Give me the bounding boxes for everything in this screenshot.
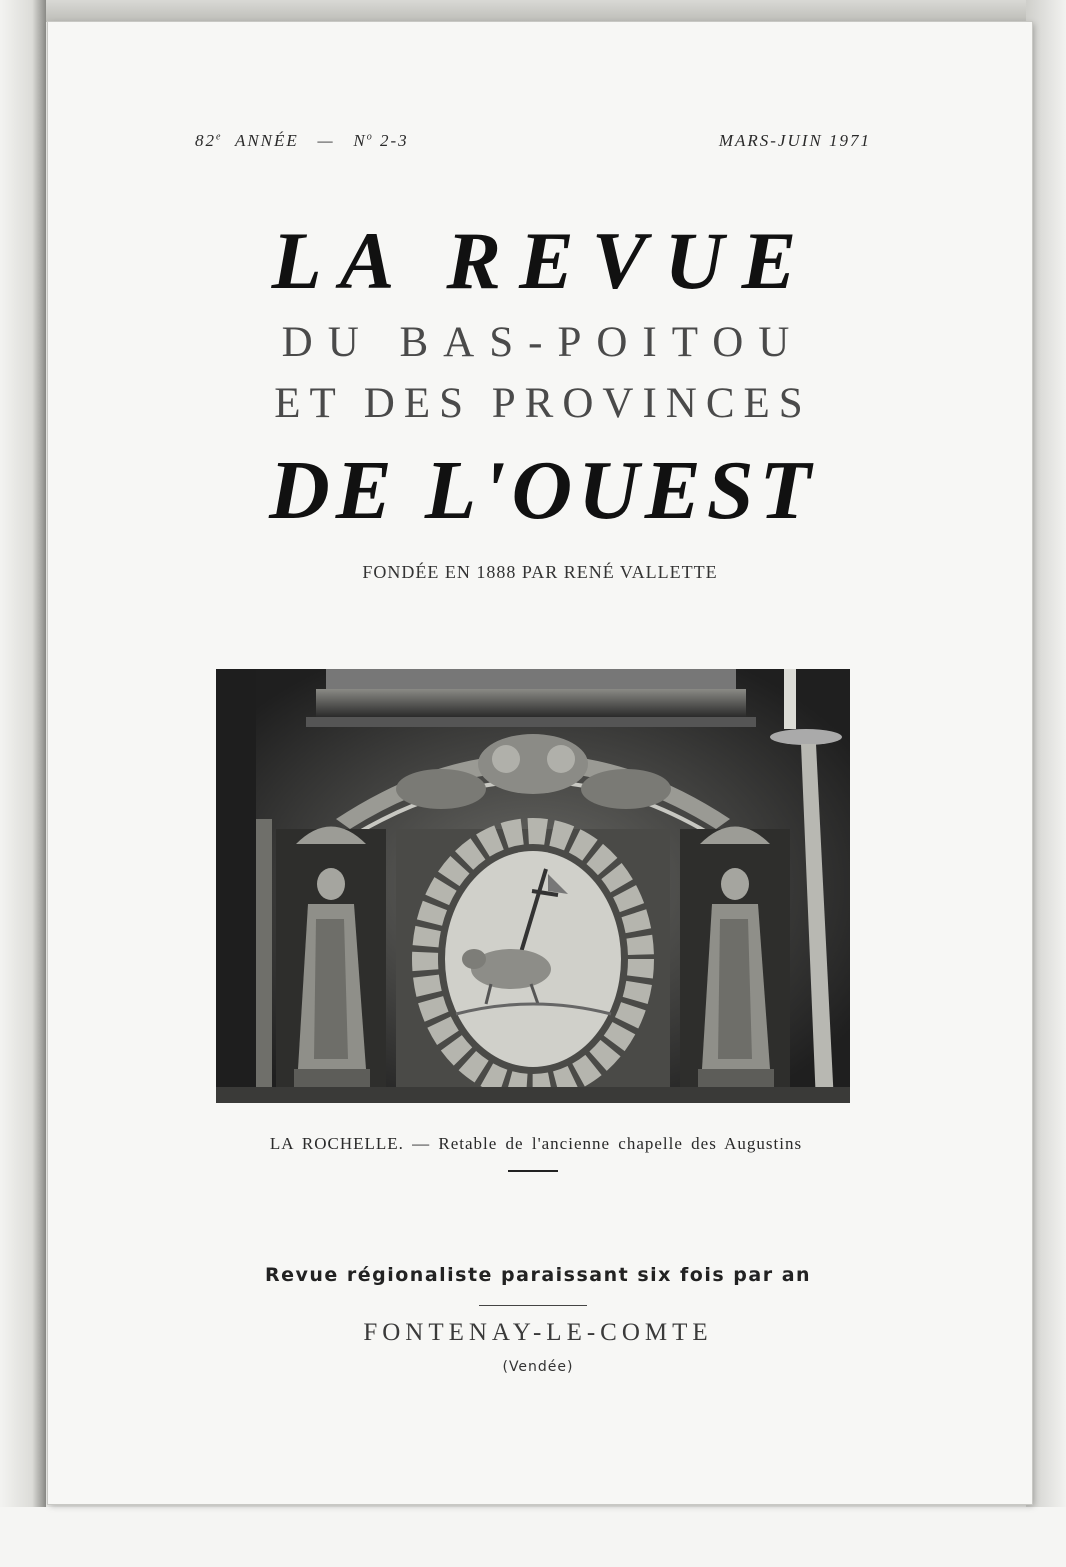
issue-info — [195, 131, 409, 151]
issue-dash: — — [317, 131, 335, 150]
scan-edge-bottom — [0, 1507, 1066, 1567]
title-line-3: ET DES PROVINCES — [274, 380, 812, 427]
title-line-4: DE L'OUEST — [269, 444, 817, 537]
scan-edge-right — [1026, 0, 1066, 1567]
altarpiece-illustration — [216, 669, 850, 1103]
right-statue-head — [721, 868, 749, 900]
issue-number: 2-3 — [380, 131, 409, 150]
caption-rule — [508, 1170, 558, 1172]
journal-cover-page — [48, 22, 1032, 1504]
candle — [784, 669, 796, 729]
issue-date: MARS-JUIN 1971 — [718, 131, 871, 150]
cornice — [326, 669, 736, 689]
publisher-city: FONTENAY-LE-COMTE — [363, 1319, 713, 1346]
photo-caption: LA ROCHELLE. — Retable de l'ancienne chapelle des Augustins — [269, 1134, 803, 1153]
year-suffix: e — [216, 131, 223, 143]
year-number: 82 — [195, 131, 216, 150]
periodicity-line: Revue régionaliste paraissant six fois par an — [264, 1264, 812, 1286]
founded-line: FONDÉE EN 1888 PAR RENÉ VALLETTE — [362, 562, 718, 582]
altarpiece-photo — [216, 669, 850, 1103]
subtitle-rule — [479, 1305, 587, 1306]
title-line-2: DU BAS-POITOU — [281, 319, 805, 366]
year-word: ANNÉE — [234, 131, 299, 150]
scan-edge-left — [0, 0, 46, 1567]
scan-edge-top — [0, 0, 1066, 22]
left-statue-head — [317, 868, 345, 900]
issue-prefix: N — [353, 131, 367, 150]
title-line-1: LA REVUE — [271, 215, 815, 306]
publisher-department: (Vendée) — [502, 1359, 574, 1375]
issue-suffix: o — [366, 131, 374, 143]
